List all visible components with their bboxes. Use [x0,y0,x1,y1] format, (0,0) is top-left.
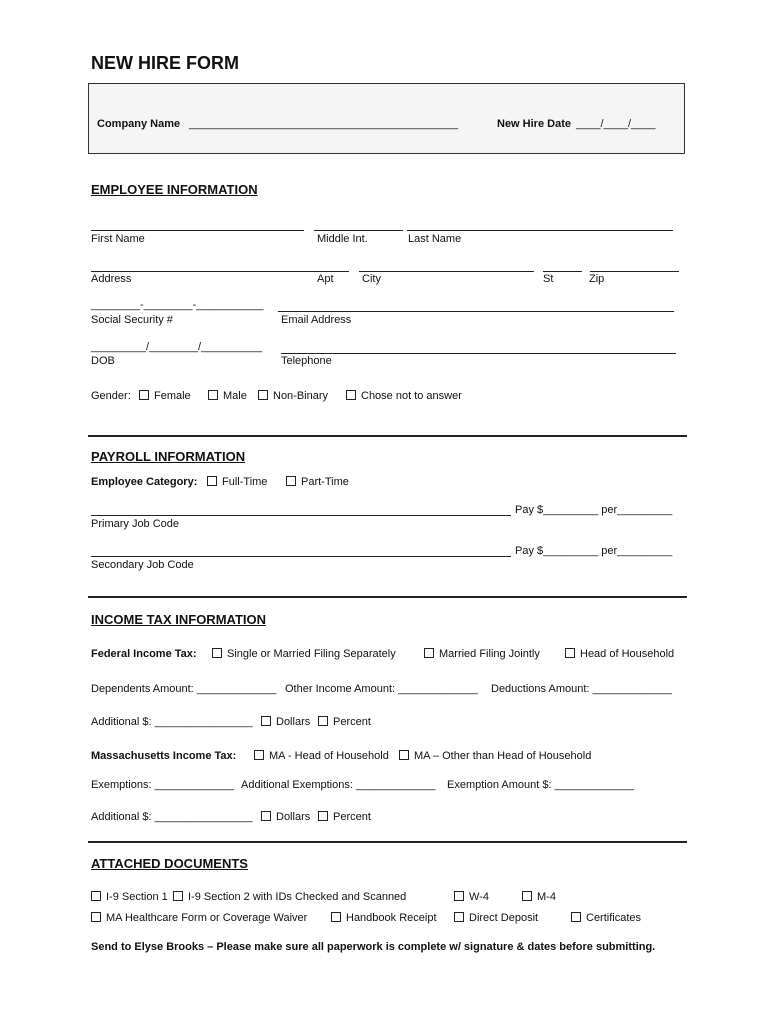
federal-tax-label: Federal Income Tax: [91,648,197,660]
handbook-receipt-option[interactable]: Handbook Receipt [331,912,437,924]
secondary-job-code-label: Secondary Job Code [91,559,194,571]
employee-section-heading: EMPLOYEE INFORMATION [91,182,258,197]
section-divider [88,596,687,598]
gender-no-answer-option[interactable]: Chose not to answer [346,390,462,402]
hire-date-field[interactable]: ____/____/____ [576,118,656,130]
ma-healthcare-option[interactable]: MA Healthcare Form or Coverage Waiver [91,912,307,924]
other-income-field[interactable]: Other Income Amount: _____________ [285,683,478,695]
section-divider [88,841,687,843]
direct-deposit-option[interactable]: Direct Deposit [454,912,538,924]
checkbox-icon[interactable] [208,390,218,400]
company-name-field[interactable]: ____________________________________________ [189,118,459,130]
submission-instructions: Send to Elyse Brooks – Please make sure all paperwork is complete w/ signature & dates before submitting. [91,941,656,953]
checkbox-icon[interactable] [91,891,101,901]
checkbox-icon[interactable] [331,912,341,922]
address-label: Address [91,273,132,285]
gender-label: Gender: [91,390,131,402]
ma-tax-label: Massachusetts Income Tax: [91,750,237,762]
w4-option[interactable]: W-4 [454,891,489,903]
telephone-field[interactable] [281,353,676,354]
checkbox-icon[interactable] [261,716,271,726]
page-title: NEW HIRE FORM [91,53,239,73]
deductions-amount-field[interactable]: Deductions Amount: _____________ [491,683,673,695]
ma-percent-option[interactable]: Percent [318,811,371,823]
first-name-label: First Name [91,233,145,245]
checkbox-icon[interactable] [454,891,464,901]
attached-section-heading: ATTACHED DOCUMENTS [91,856,248,871]
checkbox-icon[interactable] [565,648,575,658]
hire-date-label: New Hire Date [497,118,571,130]
payroll-section-heading: PAYROLL INFORMATION [91,449,246,464]
checkbox-icon[interactable] [286,476,296,486]
ssn-label: Social Security # [91,314,173,326]
checkbox-icon[interactable] [318,811,328,821]
checkbox-icon[interactable] [454,912,464,922]
telephone-label: Telephone [281,355,332,367]
dependents-amount-field[interactable]: Dependents Amount: _____________ [91,683,277,695]
email-field[interactable] [278,311,674,312]
checkbox-icon[interactable] [346,390,356,400]
zip-field[interactable] [590,271,679,272]
primary-job-code-label: Primary Job Code [91,518,180,530]
last-name-label: Last Name [408,233,462,245]
full-time-option[interactable]: Full-Time [207,476,267,488]
checkbox-icon[interactable] [522,891,532,901]
federal-additional-field[interactable]: Additional $: ________________ [91,716,253,728]
state-label: St [543,273,554,285]
ssn-field[interactable]: ________-________-___________ [91,299,264,311]
checkbox-icon[interactable] [139,390,149,400]
checkbox-icon[interactable] [91,912,101,922]
gender-nonbinary-option[interactable]: Non-Binary [258,390,328,402]
federal-married-jointly-option[interactable]: Married Filing Jointly [424,648,540,660]
checkbox-icon[interactable] [254,750,264,760]
zip-label: Zip [589,273,605,285]
checkbox-icon[interactable] [207,476,217,486]
first-name-field[interactable] [91,230,304,231]
m4-option[interactable]: M-4 [522,891,556,903]
checkbox-icon[interactable] [571,912,581,922]
checkbox-icon[interactable] [318,716,328,726]
address-field[interactable] [91,271,349,272]
part-time-option[interactable]: Part-Time [286,476,349,488]
federal-single-option[interactable]: Single or Married Filing Separately [212,648,396,660]
checkbox-icon[interactable] [424,648,434,658]
checkbox-icon[interactable] [399,750,409,760]
additional-exemptions-field[interactable]: Additional Exemptions: _____________ [241,779,436,791]
company-name-label: Company Name [97,118,181,130]
city-label: City [362,273,381,285]
checkbox-icon[interactable] [212,648,222,658]
city-field[interactable] [359,271,534,272]
ma-head-household-option[interactable]: MA - Head of Household [254,750,389,762]
secondary-job-code-field[interactable] [91,556,511,557]
gender-male-option[interactable]: Male [208,390,247,402]
certificates-option[interactable]: Certificates [571,912,641,924]
exemption-amount-field[interactable]: Exemption Amount $: _____________ [447,779,635,791]
section-divider [88,435,687,437]
federal-dollars-option[interactable]: Dollars [261,716,310,728]
primary-job-code-field[interactable] [91,515,511,516]
ma-other-option[interactable]: MA – Other than Head of Household [399,750,591,762]
gender-female-option[interactable]: Female [139,390,191,402]
i9-section1-option[interactable]: I-9 Section 1 [91,891,168,903]
exemptions-field[interactable]: Exemptions: _____________ [91,779,235,791]
state-field[interactable] [543,271,582,272]
middle-initial-label: Middle Int. [317,233,368,245]
last-name-field[interactable] [407,230,673,231]
income-tax-section-heading: INCOME TAX INFORMATION [91,612,267,627]
ma-dollars-option[interactable]: Dollars [261,811,310,823]
dob-field[interactable]: _________/________/__________ [91,341,263,353]
apt-label: Apt [317,273,334,285]
email-label: Email Address [281,314,352,326]
i9-section2-option[interactable]: I-9 Section 2 with IDs Checked and Scanned [173,891,406,903]
employee-category-label: Employee Category: [91,476,198,488]
middle-initial-field[interactable] [314,230,403,231]
federal-head-household-option[interactable]: Head of Household [565,648,674,660]
secondary-pay-field[interactable]: Pay $_________ per_________ [515,545,673,557]
dob-label: DOB [91,355,115,367]
checkbox-icon[interactable] [258,390,268,400]
ma-additional-field[interactable]: Additional $: ________________ [91,811,253,823]
primary-pay-field[interactable]: Pay $_________ per_________ [515,504,673,516]
federal-percent-option[interactable]: Percent [318,716,371,728]
checkbox-icon[interactable] [173,891,183,901]
checkbox-icon[interactable] [261,811,271,821]
